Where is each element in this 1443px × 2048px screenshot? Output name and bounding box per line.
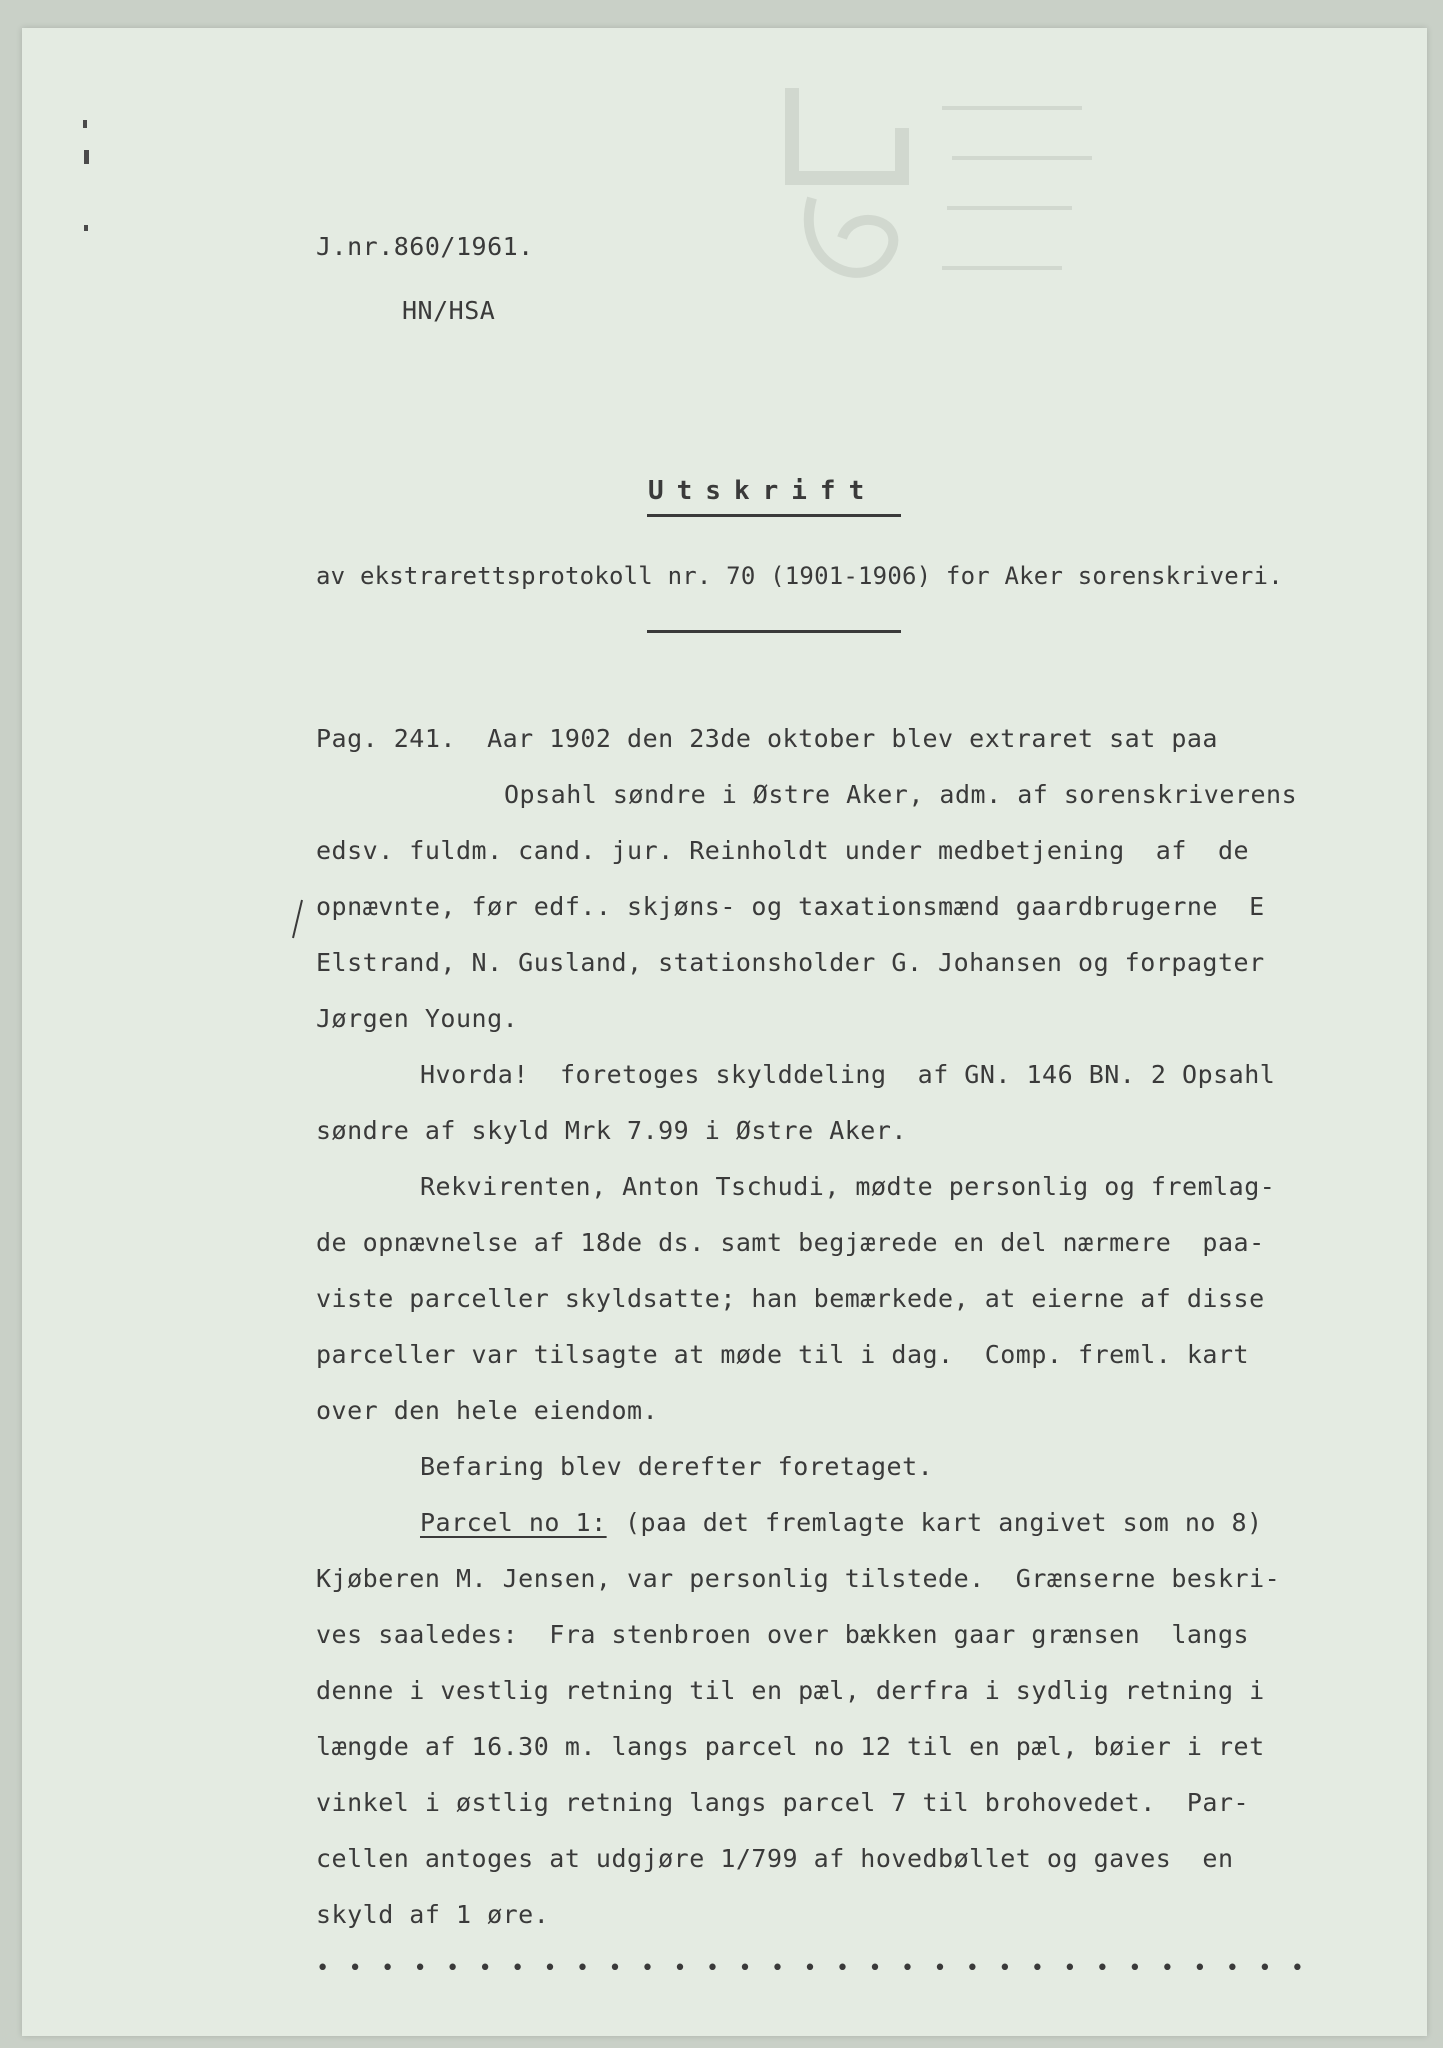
subtitle-rule <box>647 630 901 633</box>
parcel-heading: Parcel no 1: <box>420 1508 607 1537</box>
body-line-18: denne i vestlig retning til en pæl, derfra i sydlig retning i <box>316 1676 1265 1705</box>
body-line-8: søndre af skyld Mrk 7.99 i Østre Aker. <box>316 1116 907 1145</box>
body-line-11: viste parceller skyldsatte; han bemærkede, at eierne af disse <box>316 1284 1265 1313</box>
body-line-15: (paa det fremlagte kart angivet som no 8) <box>625 1508 1263 1537</box>
dotted-line: • • • • • • • • • • • • • • • • • • • • • • • • • • • • • • • <box>316 1956 1307 1981</box>
journal-number: J.nr.860/1961. <box>316 232 534 261</box>
body-line-10: de opnævnelse af 18de ds. samt begjærede en del nærmere paa- <box>316 1228 1265 1257</box>
margin-check-mark <box>290 898 304 942</box>
body-line-14: Befaring blev derefter foretaget. <box>420 1452 934 1481</box>
bleed-through-stamp <box>752 68 1112 328</box>
body-line-3: edsv. fuldm. cand. jur. Reinholdt under medbetjening af de <box>316 836 1250 865</box>
body-line-16: Kjøberen M. Jensen, var personlig tilstede. Grænserne beskri- <box>316 1564 1281 1593</box>
body-line-5: Elstrand, N. Gusland, stationsholder G. Johansen og forpagter <box>316 948 1265 977</box>
body-line-4: opnævnte, før edf.. skjøns- og taxationsmænd gaardbrugerne E <box>316 892 1265 921</box>
title-underline <box>647 514 901 517</box>
body-line-13: over den hele eiendom. <box>316 1396 659 1425</box>
document-subtitle: av ekstrarettsprotokoll nr. 70 (1901-1906) for Aker sorenskriveri. <box>316 562 1283 590</box>
body-line-7: Hvorda! foretoges skylddeling af GN. 146 BN. 2 Opsahl <box>420 1060 1276 1089</box>
document-page <box>22 28 1427 2036</box>
body-line-6: Jørgen Young. <box>316 1004 519 1033</box>
body-line-20: vinkel i østlig retning langs parcel 7 til brohovedet. Par- <box>316 1788 1250 1817</box>
body-line-12: parceller var tilsagte at møde til i dag. Comp. freml. kart <box>316 1340 1250 1369</box>
body-line-22: skyld af 1 øre. <box>316 1900 550 1929</box>
body-line-19: længde af 16.30 m. langs parcel no 12 til en pæl, bøier i ret <box>316 1732 1265 1761</box>
initials: HN/HSA <box>402 296 496 325</box>
body-line-1: Pag. 241. Aar 1902 den 23de oktober blev extraret sat paa <box>316 724 1218 753</box>
body-line-17: ves saaledes: Fra stenbroen over bækken gaar grænsen langs <box>316 1620 1250 1649</box>
margin-punch-marks <box>80 120 92 240</box>
body-line-2: Opsahl søndre i Østre Aker, adm. af sorenskriverens <box>504 780 1298 809</box>
document-title: Utskrift <box>648 476 878 506</box>
body-line-9: Rekvirenten, Anton Tschudi, mødte personlig og fremlag- <box>420 1172 1276 1201</box>
body-line-21: cellen antoges at udgjøre 1/799 af hovedbøllet og gaves en <box>316 1844 1234 1873</box>
